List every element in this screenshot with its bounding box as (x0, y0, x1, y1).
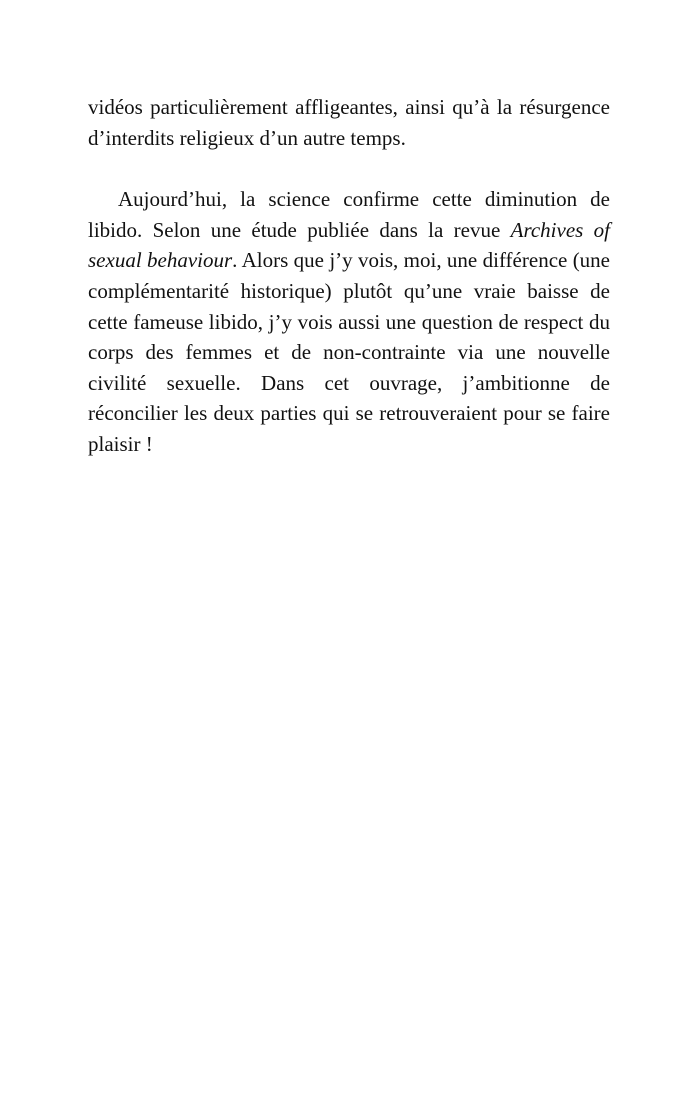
page-body (88, 92, 610, 460)
paragraph-2-text-start: Aujourd’hui, la science confirme cette diminution de libido. Selon une étude publiée dans la revue (88, 187, 610, 242)
journal-title: Archives of sexual behaviour (88, 217, 610, 273)
paragraph-2 (88, 184, 610, 459)
paragraph-1: vidéos particulièrement affligeantes, ainsi qu’à la résurgence d’interdits religieux d’un autre temps. (88, 95, 610, 150)
paragraph-2-text-end: . Alors que j’y vois, moi, une différence (une complémentarité historique) plutôt qu’une vraie baisse de cette fameuse libido, j’y vois aussi une question de respect du corps des femmes et de non-contrainte via une nouvelle civilité sexuelle. Dans cet ouvrage, j’ambitionne de réconcilier les deux parties qui se retrouveraient pour se faire plaisir ! (88, 248, 611, 456)
